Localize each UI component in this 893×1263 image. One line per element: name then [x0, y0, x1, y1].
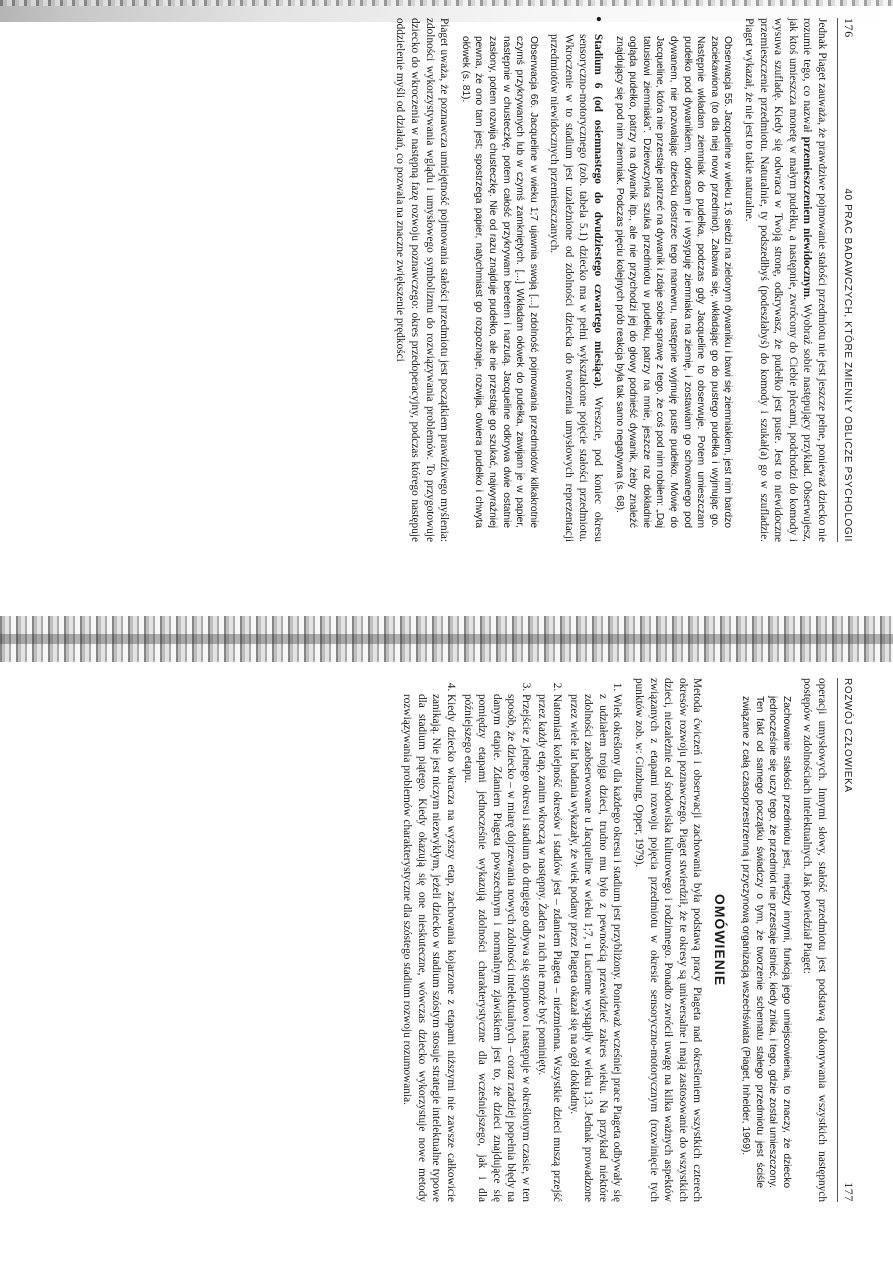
paragraph: Jednak Piaget zauważa, że prawdziwe pojmowanie stałości przedmiotu nie jest jeszcze pełne, ponieważ dziecko nie rozumie tego, co nazwał przemieszczeniem niewidocznym. Wyobraź sobie następujący przykład. Obserwujesz, jak ktoś umieszcza monetę w małym pudełku, a następnie, zwrócony do Ciebie plecami, podchodzi do komody i wysuwa szufladę. Kiedy się odwraca w Twoją stronę, odkrywasz, że pudełko jest puste. Jest to niewidoczne przemieszczenie przedmiotu. Naturalnie, ty podszedłbyś (podeszłabyś) do komody i szukał(a) go w szufladzie. Piaget wykazał, że nie jest to takie naturalne.: [743, 18, 828, 543]
stage-6-paragraph: ● Stadium 6 (od osiemnastego do dwudziestego czwartego miesiąca). Wreszcie, pod koniec okresu sensoryczno-motorycznego (zob. tabela 5.1) dziecko ma w pełni wykształcone pojęcie stałości przedmiotu. Wkroczenie w to stadium jest uzależnione od zdolności dziecka do tworzenia umysłowych reprezentacji przedmiotów niewidocznych przemieszczanych.: [547, 18, 605, 542]
page-number: 177: [842, 1182, 856, 1202]
numbered-list: [400, 678, 625, 1202]
paragraph: operacji umysłowych. Innymi słowy, stałość przedmiotu jest podstawą dokonywania wszystkich następnych postępów w zdolnościach intelektualnych. Jak powiedział Piaget:: [801, 678, 828, 1202]
book-gutter-core: [0, 634, 893, 644]
running-head-title: 40 PRAC BADAWCZYCH, KTÓRE ZMIENIŁY OBLICZE PSYCHOLOGII: [842, 188, 853, 542]
list-item: 4. Kiedy dziecko wkracza na wyższy etap, zachowania kojarzone z etapami niższymi nie zawsze całkowicie zanikają. Nie jest niczym niezwykłym, jeżeli dziecko w stadium szóstym stosuje strategie intelektualne typowe dla stadium piątego. Kiedy okazują się one nieskuteczne, wówczas dziecko wykorzystuje nowe metody rozwiązywania problemów charakterystyczne dla szóstego stadium rozwoju rozumowania.: [400, 694, 458, 1202]
running-head: [837, 18, 856, 542]
observation-55: Obserwacja 55. Jacqueline w wieku 1;6 siedzi na zielonym dywaniku i bawi się ziemniakiem, jest nim bardzo zaciekawiona (to dla niej nowy przedmiot). Zabawia się, wkładając go do pustego pudełka i wyjmując go. Następnie wkładam ziemniak do pudełka, podczas gdy Jacqueline to obserwuje. Potem umieszczam pudełko pod dywanikiem, odwracam je i wysypuję ziemniaka na ziemię, i zostawiam go schowanego pod dywanem, nie pozwalając dziecku dostrzec tego manewru, następnie wyjmuję puste pudełko. Mówię do Jacqueline, która nie przestaje patrzeć na dywanik i zdaje sobie sprawę z tego, że coś pod nim robiłem: „Daj tatusiowi ziemniaka”. Dziewczynka szuka przedmiotu w pudełku, patrzy na mnie, jeszcze raz dokładnie ogląda pudełko, patrzy na dywanik itp., ale nie przychodzi jej do głowy podnieść dywanik, żeby znaleźć znajdujący się pod nim ziemniak. Podczas pięciu kolejnych prób reakcja była tak samo negatywna (s. 68).: [613, 36, 734, 528]
section-title: OMÓWIENIE: [712, 893, 729, 987]
running-head: [837, 678, 856, 1202]
list-item: 3. Przejście z jednego okresu i stadium do drugiego odbywa się stopniowo i następuje w określonym czasie, w ten sposób, że dziecko – w miarę dojrzewania nowych zdolności intelektualnych – coraz rzadziej popełnia błędy na danym etapie. Zdaniem Piageta powszechnym i normalnym zjawiskiem jest to, że dzieci znajdujące się pomiędzy etapami jednocześnie wykazują zdolności charakterystyczne dla wcześniejszego, jak i dla późniejszego etapu.: [460, 694, 533, 1202]
running-head-title: ROZWÓJ CZŁOWIEKA: [842, 678, 853, 793]
observation-66: Obserwacja 66. Jacqueline w wieku 1;7 ujawnia swoją [...] zdolność pojmowania przedmiotów kilkakrotnie czymś przykrywanych lub w czymś zamkniętych. [...] Wkładam ołówek do pudełka, zawijam je w papier, następnie w chusteczkę, potem całość przykrywam beretem i narzutą. Jacqueline odkrywa dwie ostatnie zasłony, potem rozwija chusteczkę. Nie od razu znajduje pudełko, ale nie przestaje go szukać, najwyraźniej pewna, że ono tam jest; spostrzega papier, natychmiast go rozpoznaje, rozwija, otwiera pudełko i chwyta ołówek (s. 81).: [459, 36, 539, 528]
paragraph: Metoda ćwiczeń i obserwacji zachowania była podstawą pracy Piageta nad określeniem wszystkich czterech okresów rozwoju poznawczego. Piaget stwierdził, że te okresy są uniwersalne i mają zastosowanie do wszystkich dzieci, niezależnie od środowiska kulturowego i rodzinnego. Ponadto zwrócił uwagę na kilka ważnych aspektów związanych z etapami rozwoju pojęcia przedmiotu w okresie sensoryczno-motorycznym (rozwinięcie tych punktów zob. w: Ginzburg, Opper, 1979).: [633, 678, 704, 1202]
list-item: 1. Wiek określony dla każdego okresu i stadium jest przybliżony. Ponieważ wcześniej prace Piageta odbywały się z udziałem trojga dzieci, trudno mu było z pewnością przewidzieć zakres wieku. Na przykład niektóre zdolności zaobserwowane u Jacqueline w wieku 1;7, u Lucienne wystąpiły w wieku 1;3. Jednak prowadzone przez wiele lat badania wykazały, że wiek podany przez Piageta okazał się na ogół dokładny.: [566, 694, 624, 1202]
list-item: 2. Natomiast kolejność okresów i stadiów jest – zdaniem Piageta – niezmienna. Wszystkie dzieci muszą przejść przez każdy etap, zanim wkroczą w następny. Żaden z nich nie może być pominięty.: [535, 694, 564, 1202]
page-176: [36, 10, 856, 550]
page-number: 176: [842, 18, 856, 38]
paragraph: Piaget uważa, że poznawcza umiejętność pojmowania stałości przedmiotu jest początkiem prawdziwego myślenia: zdolności wykorzystywania wglądu i umysłowego symbolizmu do rozwiązywania problemów. To przygotowuje dziecko do wkroczenia w następną fazę rozwoju poznawczego: okres przedoperacyjny, podczas którego następuje oddzielenie myśli od działań, co pozwala na znaczne zwiększenie prędkości: [394, 18, 451, 542]
piaget-quote: Zachowanie stałości przedmiotu jest, między innymi, funkcją jego umiejscowienia, to znaczy, że dziecko jednocześnie się uczy tego, że przedmiot nie przestaje istnieć, kiedy znika, i tego, gdzie został umieszczony. Ten fakt od samego początku świadczy o tym, że tworzenie schematu stałego przedmiotu jest ściśle związane z całą czasoprzestrzenną i przyczynową organizacją wszechświata (Piaget, Inhelder, 1969).: [740, 696, 792, 1188]
scan-streak: [0, 0, 893, 6]
page-177: [36, 670, 856, 1210]
